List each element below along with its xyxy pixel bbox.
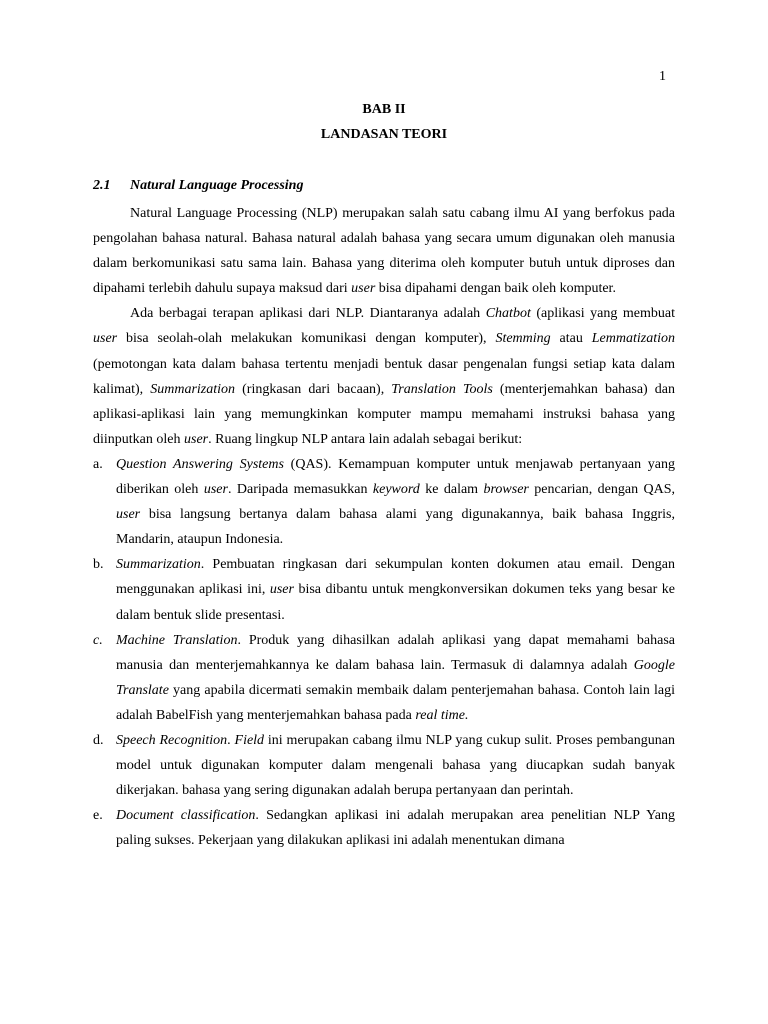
- list-marker: e.: [93, 808, 103, 824]
- nlp-scope-list: [93, 452, 675, 854]
- term-translation-tools: Translation Tools: [391, 381, 493, 397]
- list-item-b: [93, 552, 675, 627]
- term-chatbot: Chatbot: [485, 306, 531, 322]
- paragraph-2-text: (menterjemahkan bahasa) dan aplikasi-aplikasi lain yang memungkinkan komputer mampu memahami instruksi bahasa yang diinputkan oleh: [93, 381, 676, 447]
- list-marker: a.: [93, 456, 103, 472]
- paragraph-2-text: (ringkasan dari bacaan),: [235, 381, 392, 397]
- paragraph-2-text: (pemotongan kata dalam bahasa tertentu menjadi bentuk dasar pengenalan fungsi setiap kata dalam kalimat),: [93, 356, 675, 397]
- term-stemming: Stemming: [495, 331, 551, 347]
- term-user: user: [203, 482, 228, 498]
- section-heading: [93, 178, 675, 194]
- list-text: . Produk yang dihasilkan adalah aplikasi yang dapat memahami bahasa manusia dan menterjemahkannya ke dalam bahasa lain. Termasuk di dalamnya adalah: [116, 632, 676, 673]
- paragraph-1-emphasis: user: [351, 281, 376, 297]
- term-qas: Question Answering Systems: [116, 456, 284, 472]
- list-item-d: [93, 728, 675, 803]
- list-marker: d.: [93, 732, 104, 748]
- list-text: bisa dibantu untuk mengkonversikan dokumen teks yang besar ke dalam bentuk slide presentasi.: [116, 582, 675, 623]
- list-text: ke dalam: [419, 482, 484, 498]
- list-text: bisa langsung bertanya dalam bahasa alami yang digunakannya, baik bahasa Inggris, Mandarin, ataupun Indonesia.: [116, 507, 675, 548]
- paragraph-2-text: bisa seolah-olah melakukan komunikasi dengan komputer),: [117, 331, 496, 347]
- paragraph-1-tail: bisa dipahami dengan baik oleh komputer.: [375, 281, 616, 297]
- list-text: yang apabila dicermati semakin membaik dalam penterjemahan bahasa. Contoh lain lagi adalah BabelFish yang menterjemahkan bahasa pada: [116, 682, 675, 723]
- list-item-a: [93, 452, 675, 552]
- list-text: pencarian, dengan QAS,: [528, 482, 675, 498]
- list-text: ini merupakan cabang ilmu NLP yang cukup sulit. Proses pembangunan model untuk digunakan komputer dalam mengenali bahasa yang diucapkan sudah banyak dikerjakan. bahasa yang sering digunakan adalah berupa pertanyaan dan perintah.: [116, 732, 675, 799]
- list-text: . Pembuatan ringkasan dari sekumpulan konten dokumen atau email. Dengan menggunakan aplikasi ini,: [116, 557, 675, 598]
- page-number: 1: [659, 69, 666, 84]
- body-text: [93, 201, 675, 853]
- term-summarization: Summarization: [116, 557, 201, 573]
- term-user: user: [93, 331, 118, 347]
- list-marker: b.: [93, 557, 104, 573]
- paragraph-2-text: (aplikasi yang membuat: [530, 306, 675, 322]
- list-marker: c.: [93, 632, 103, 648]
- paragraph-2: [93, 301, 675, 452]
- paragraph-1-text: Natural Language Processing (NLP) merupakan salah satu cabang ilmu AI yang berfokus pada pengolahan bahasa natural. Bahasa natural adalah bahasa yang secara umum digunakan oleh manusia dalam berkomunikasi satu sama lain. Bahasa yang diterima oleh komputer butuh untuk diproses dan dipahami terlebih dahulu supaya maksud dari: [93, 206, 675, 297]
- paragraph-2-text: . Ruang lingkup NLP antara lain adalah sebagai berikut:: [208, 431, 523, 447]
- list-text: (QAS). Kemampuan komputer untuk menjawab pertanyaan yang diberikan oleh: [116, 456, 676, 498]
- term-lemmatization: Lemmatization: [591, 331, 675, 347]
- list-text: .: [227, 732, 235, 748]
- term-machine-translation: Machine Translation: [116, 632, 238, 648]
- list-item-c: [93, 628, 675, 728]
- term-browser: browser: [483, 482, 529, 498]
- list-text: . Sedangkan aplikasi ini adalah merupakan area penelitian NLP Yang paling sukses. Pekerjaan yang dilakukan aplikasi ini adalah menentukan dimana: [116, 808, 676, 849]
- term-user: user: [116, 507, 141, 523]
- list-text: . Daripada memasukkan: [227, 482, 373, 498]
- section-title: Natural Language Processing: [130, 178, 304, 193]
- term-google-translate: Google Translate: [116, 657, 675, 698]
- term-user: user: [184, 431, 209, 447]
- term-real-time: real time.: [415, 707, 469, 723]
- term-speech-recognition: Speech Recognition: [116, 732, 228, 748]
- paragraph-1: [93, 201, 675, 301]
- list-item-e: [93, 803, 675, 853]
- chapter-number: BAB II: [362, 102, 406, 117]
- section-number: 2.1: [93, 178, 111, 193]
- term-field: Field: [234, 732, 265, 748]
- paragraph-2-text: Ada berbagai terapan aplikasi dari NLP. Diantaranya adalah: [130, 306, 486, 322]
- paragraph-2-text: atau: [550, 331, 592, 347]
- term-user: user: [269, 582, 294, 598]
- term-document-classification: Document classification: [116, 808, 256, 824]
- term-summarization: Summarization: [150, 381, 236, 397]
- term-keyword: keyword: [372, 482, 420, 498]
- chapter-title: LANDASAN TEORI: [320, 127, 448, 142]
